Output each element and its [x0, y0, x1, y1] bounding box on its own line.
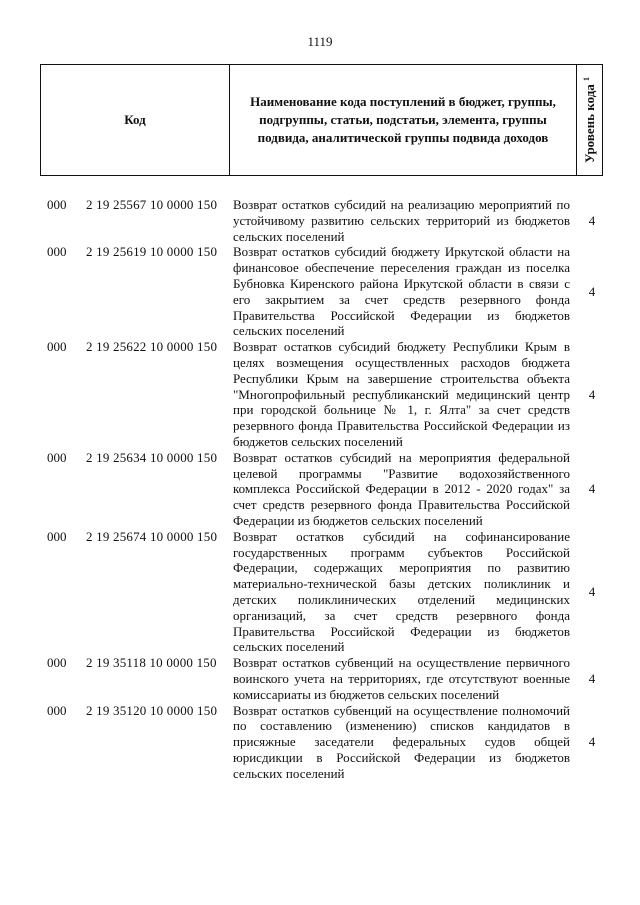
row-level: 4	[588, 481, 596, 497]
table-body	[0, 197, 640, 781]
row-description: Возврат остатков субсидий бюджету Иркутской области на финансовое обеспечение переселения граждан из поселка Бубновка Киренского района Иркутской области в связи с его закрытием за счет средств резервного фонда Правительства Российской Федерации из бюджетов сельских поселений	[233, 244, 570, 339]
row-level: 4	[588, 670, 596, 686]
table-header	[40, 64, 603, 176]
header-level	[581, 77, 597, 163]
row-code: 2 19 35118 10 0000 150	[86, 655, 217, 671]
table-row	[0, 703, 640, 782]
row-description: Возврат остатков субсидий бюджету Республики Крым в целях возмещения осуществленных расходов бюджета Республики Крым на завершение строительства объекта "Многопрофильный республиканский медицинский центр при городской больнице № 1, г. Ялта" за счет средств резервного фонда Правительства Российской Федерации из бюджетов сельских поселений	[233, 339, 570, 449]
row-prefix: 000	[47, 655, 67, 671]
row-code: 2 19 35120 10 0000 150	[86, 702, 218, 718]
row-level: 4	[588, 734, 596, 750]
header-code: Код	[41, 65, 230, 175]
row-description: Возврат остатков субсидий на реализацию мероприятий по устойчивому развитию сельских территорий из бюджетов сельских поселений	[233, 197, 570, 244]
table-row	[0, 197, 640, 244]
row-prefix: 000	[47, 449, 67, 465]
table-row	[0, 529, 640, 655]
row-prefix: 000	[47, 702, 67, 718]
header-level-footnote: 1	[581, 76, 591, 81]
table-row	[0, 244, 640, 339]
page-number: 1119	[307, 34, 333, 49]
row-description: Возврат остатков субвенций на осуществление полномочий по составлению (изменению) списков кандидатов в присяжные заседатели федеральных судов общей юрисдикции в Российской Федерации из бюджетов сельских поселений	[233, 702, 570, 781]
table-row	[0, 339, 640, 450]
row-code: 2 19 25674 10 0000 150	[86, 528, 218, 544]
row-code: 2 19 25622 10 0000 150	[86, 339, 218, 355]
header-name: Наименование кода поступлений в бюджет, группы, подгруппы, статьи, подстатьи, элемента, группы подвида, аналитической группы подвида доходов	[230, 65, 577, 175]
row-prefix: 000	[47, 339, 67, 355]
row-prefix: 000	[47, 528, 67, 544]
row-level: 4	[588, 386, 596, 402]
row-description: Возврат остатков субсидий на мероприятия федеральной целевой программы "Развитие водохозяйственного комплекса Российской Федерации в 2012 - 2020 годах" за счет средств резервного фонда Правительства Российской Федерации из бюджетов сельских поселений	[233, 449, 570, 528]
row-level: 4	[588, 584, 596, 600]
row-description: Возврат остатков субсидий на софинансирование государственных программ субъектов Российской Федерации, содержащих мероприятия по развитию материально-технической базы детских поликлиник и детских поликлинических отделений медицинских организаций, за счет средств резервного фонда Правительства Российской Федерации из бюджетов сельских поселений	[233, 528, 570, 655]
row-prefix: 000	[47, 197, 67, 212]
header-level-cell	[577, 65, 602, 175]
row-code: 2 19 25619 10 0000 150	[86, 244, 218, 260]
header-level-label: Уровень кода	[581, 84, 597, 164]
row-level: 4	[588, 212, 596, 228]
row-prefix: 000	[47, 244, 67, 260]
row-description: Возврат остатков субвенций на осуществление первичного воинского учета на территориях, где отсутствуют военные комиссариаты из бюджетов сельских поселений	[233, 655, 570, 702]
row-level: 4	[588, 283, 596, 299]
row-code: 2 19 25634 10 0000 150	[86, 449, 218, 465]
table-row	[0, 450, 640, 529]
row-code: 2 19 25567 10 0000 150	[86, 197, 218, 212]
table-row	[0, 655, 640, 702]
